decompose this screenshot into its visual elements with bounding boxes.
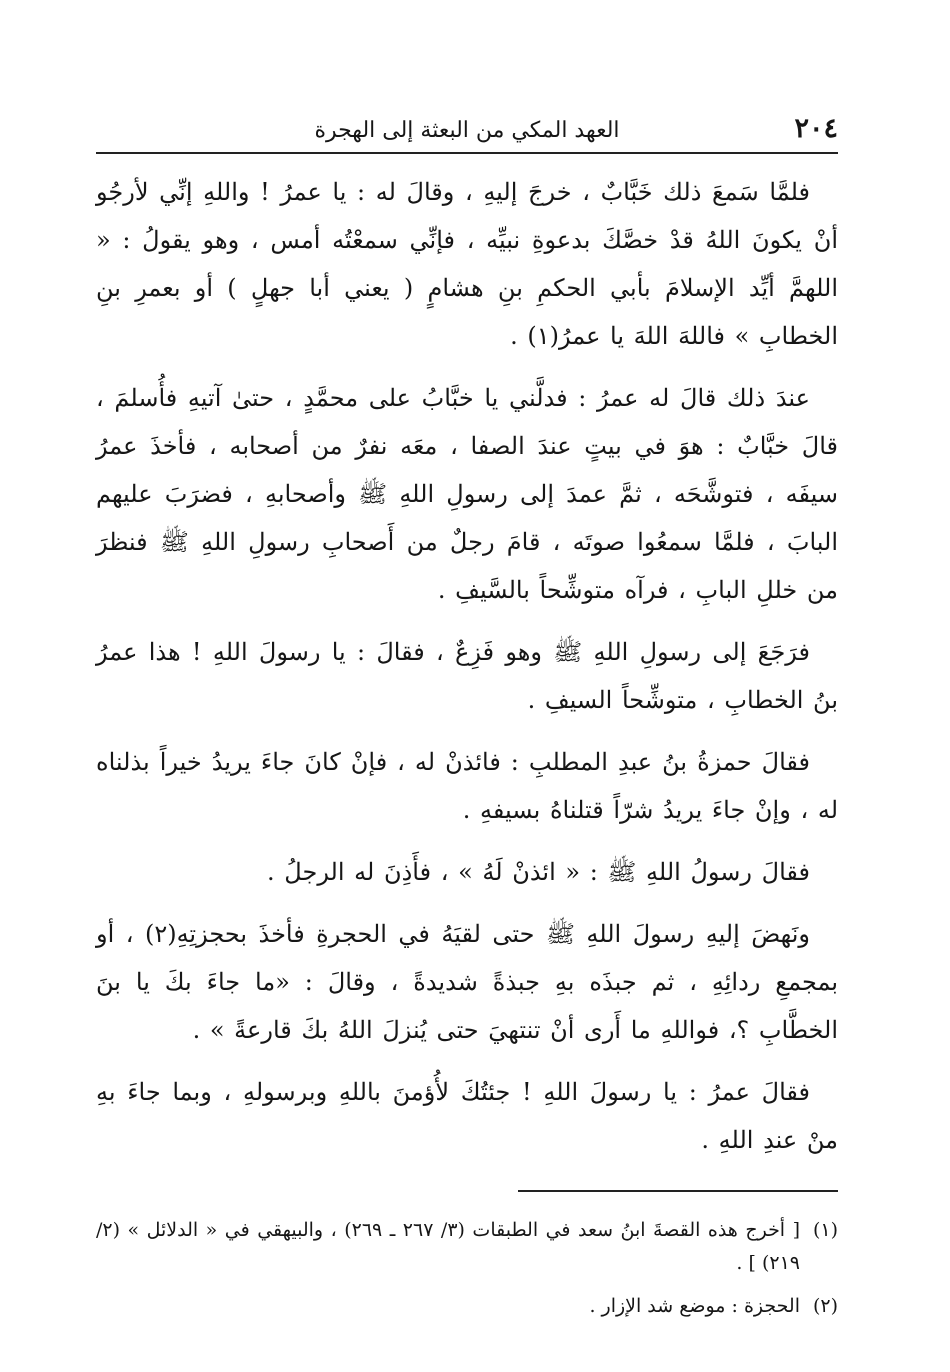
running-title: العهد المكي من البعثة إلى الهجرة [314,118,620,143]
paragraph: ونَهضَ إليهِ رسولَ اللهِ ﷺ حتى لقيَهُ في الحجرةِ فأخذَ بحجزتِهِ(٢) ، أو بمجمعِ ردائِهِ ، ثم جبذَه بهِ جبذةً شديدةً ، وقالَ : «ما جاءَ بكَ يا بنَ الخطَّابِ ؟، فواللهِ ما أَرى أنْ تنتهيَ حتى يُنزلَ اللهُ بكَ قارعةً » . [96,920,838,1044]
running-header [96,100,838,154]
footnote [96,1214,838,1280]
footnote-marker: (١) [812,1219,838,1241]
paragraph: فقالَ عمرُ : يا رسولَ اللهِ ! جئتُكَ لأُؤمنَ باللهِ وبرسولهِ ، وبما جاءَ بهِ منْ عندِ اللهِ . [96,1078,838,1154]
book-page [96,100,838,1317]
paragraph: فلمَّا سَمعَ ذلك خَبَّابٌ ، خرجَ إليهِ ، وقالَ له : يا عمرُ ! واللهِ إنِّي لأرجُو أنْ يكونَ اللهُ قدْ خصَّكَ بدعوةِ نبيِّه ، فإنِّي سمعْتُه أمس ، وهو يقولُ : « اللهمَّ أيِّد الإسلامَ بأبي الحكمِ بنِ هشامٍ ( يعني أبا جهلٍ ) أو بعمرِ بنِ الخطابِ » فاللهَ اللهَ يا عمرُ(١) . [96,178,838,350]
footnote [96,1290,838,1323]
page-number: ٢٠٤ [794,113,838,144]
paragraph: فقالَ رسولُ اللهِ ﷺ : « ائذنْ لَهُ » ، فأَذِنَ له الرجلُ . [267,858,810,886]
footnote-marker: (٢) [812,1295,838,1317]
paragraph: فقالَ حمزةُ بنُ عبدِ المطلبِ : فائذنْ له ، فإنْ كانَ جاءَ يريدُ خيراً بذلناه له ، وإنْ جاءَ يريدُ شرّاً قتلناهُ بسيفهِ . [96,748,838,824]
footnotes [96,1214,838,1323]
footnote-divider [518,1190,838,1192]
paragraph: عندَ ذلك قالَ له عمرُ : فدلَّني يا خبَّابُ على محمَّدٍ ، حتىٰ آتيهِ فأُسلمَ ، قالَ خبَّابٌ : هوَ في بيتٍ عندَ الصفا ، معَه نفرٌ من أصحابه ، فأخذَ عمرُ سيفَه ، فتوشَّحَه ، ثمَّ عمدَ إلى رسولِ اللهِ ﷺ وأصحابهِ ، فضرَبَ عليهم البابَ ، فلمَّا سمعُوا صوتَه ، قامَ رجلٌ من أَصحابِ رسولِ اللهِ ﷺ فنظرَ من خللِ البابِ ، فرآه متوشِّحاً بالسَّيفِ . [96,384,838,604]
footnote-text: الحجزة : موضع شد الإزار . [589,1295,800,1317]
footnote-text: [ أخرج هذه القصةَ ابنُ سعد في الطبقات (٣/ ٢٦٧ ـ ٢٦٩) ، والبيهقي في « الدلائل » (٢/ ٢١٩) ] . [96,1219,800,1274]
main-text [96,154,838,1164]
paragraph: فرَجَعَ إلى رسولِ اللهِ ﷺ وهو فَزِعٌ ، فقالَ : يا رسولَ اللهِ ! هذا عمرُ بنُ الخطابِ ، متوشِّحاً السيفِ . [96,638,838,714]
